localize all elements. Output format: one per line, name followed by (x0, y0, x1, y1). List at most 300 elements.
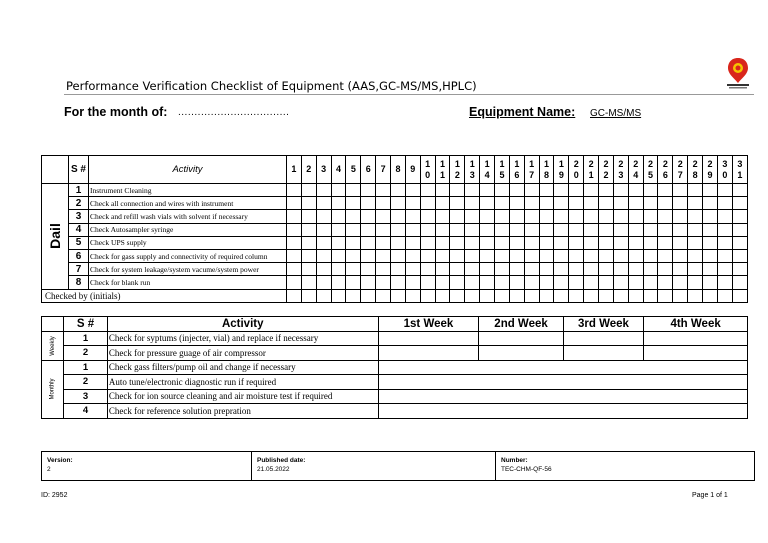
check-cell[interactable] (391, 263, 406, 276)
day-number: 1 4 (484, 158, 490, 180)
check-cell[interactable] (554, 249, 569, 262)
check-cell[interactable] (643, 223, 658, 236)
check-cell[interactable] (450, 276, 465, 289)
check-cell[interactable] (599, 236, 614, 249)
initials-cell[interactable] (569, 289, 584, 302)
check-cell[interactable] (331, 210, 346, 223)
month-check-cell[interactable] (378, 360, 747, 375)
check-cell[interactable] (420, 184, 435, 197)
check-cell[interactable] (717, 249, 732, 262)
month-check-cell[interactable] (378, 375, 747, 390)
check-cell[interactable] (376, 223, 391, 236)
check-cell[interactable] (435, 210, 450, 223)
check-cell[interactable] (628, 210, 643, 223)
week-check-cell[interactable] (378, 331, 479, 346)
initials-cell[interactable] (420, 289, 435, 302)
check-cell[interactable] (450, 197, 465, 210)
check-cell[interactable] (688, 249, 703, 262)
check-cell[interactable] (405, 197, 420, 210)
check-cell[interactable] (539, 249, 554, 262)
check-cell[interactable] (405, 263, 420, 276)
week-check-cell[interactable] (563, 346, 643, 361)
check-cell[interactable] (703, 249, 718, 262)
check-cell[interactable] (287, 276, 302, 289)
initials-cell[interactable] (524, 289, 539, 302)
check-cell[interactable] (688, 263, 703, 276)
check-cell[interactable] (465, 184, 480, 197)
check-cell[interactable] (658, 236, 673, 249)
check-cell[interactable] (301, 236, 316, 249)
check-cell[interactable] (539, 184, 554, 197)
check-cell[interactable] (435, 263, 450, 276)
check-cell[interactable] (539, 223, 554, 236)
check-cell[interactable] (420, 223, 435, 236)
check-cell[interactable] (405, 184, 420, 197)
check-cell[interactable] (688, 223, 703, 236)
check-cell[interactable] (613, 276, 628, 289)
week-check-cell[interactable] (644, 331, 748, 346)
check-cell[interactable] (495, 249, 510, 262)
check-cell[interactable] (495, 184, 510, 197)
check-cell[interactable] (420, 236, 435, 249)
week-check-cell[interactable] (479, 331, 563, 346)
check-cell[interactable] (346, 197, 361, 210)
check-cell[interactable] (450, 223, 465, 236)
check-cell[interactable] (673, 184, 688, 197)
check-cell[interactable] (703, 263, 718, 276)
initials-cell[interactable] (717, 289, 732, 302)
check-cell[interactable] (628, 263, 643, 276)
check-cell[interactable] (495, 210, 510, 223)
initials-cell[interactable] (495, 289, 510, 302)
check-cell[interactable] (346, 184, 361, 197)
check-cell[interactable] (346, 263, 361, 276)
check-cell[interactable] (465, 263, 480, 276)
initials-cell[interactable] (599, 289, 614, 302)
check-cell[interactable] (717, 184, 732, 197)
check-cell[interactable] (524, 197, 539, 210)
check-cell[interactable] (717, 223, 732, 236)
check-cell[interactable] (524, 263, 539, 276)
check-cell[interactable] (435, 184, 450, 197)
initials-cell[interactable] (287, 289, 302, 302)
check-cell[interactable] (361, 210, 376, 223)
check-cell[interactable] (420, 263, 435, 276)
check-cell[interactable] (480, 223, 495, 236)
check-cell[interactable] (613, 263, 628, 276)
initials-cell[interactable] (450, 289, 465, 302)
check-cell[interactable] (717, 210, 732, 223)
check-cell[interactable] (376, 184, 391, 197)
check-cell[interactable] (554, 184, 569, 197)
check-cell[interactable] (643, 276, 658, 289)
check-cell[interactable] (287, 197, 302, 210)
check-cell[interactable] (658, 223, 673, 236)
initials-cell[interactable] (435, 289, 450, 302)
check-cell[interactable] (688, 210, 703, 223)
check-cell[interactable] (331, 249, 346, 262)
check-cell[interactable] (613, 184, 628, 197)
check-cell[interactable] (405, 249, 420, 262)
check-cell[interactable] (301, 184, 316, 197)
check-cell[interactable] (391, 249, 406, 262)
check-cell[interactable] (391, 223, 406, 236)
check-cell[interactable] (435, 197, 450, 210)
check-cell[interactable] (301, 197, 316, 210)
check-cell[interactable] (554, 276, 569, 289)
check-cell[interactable] (613, 249, 628, 262)
check-cell[interactable] (376, 236, 391, 249)
check-cell[interactable] (316, 210, 331, 223)
check-cell[interactable] (569, 210, 584, 223)
check-cell[interactable] (495, 223, 510, 236)
check-cell[interactable] (584, 236, 599, 249)
check-cell[interactable] (703, 223, 718, 236)
check-cell[interactable] (643, 210, 658, 223)
check-cell[interactable] (584, 249, 599, 262)
sn-header-label: S # (70, 164, 86, 175)
check-cell[interactable] (391, 236, 406, 249)
check-cell[interactable] (301, 276, 316, 289)
initials-cell[interactable] (331, 289, 346, 302)
check-cell[interactable] (346, 249, 361, 262)
check-cell[interactable] (599, 249, 614, 262)
initials-cell[interactable] (361, 289, 376, 302)
check-cell[interactable] (673, 223, 688, 236)
check-cell[interactable] (628, 236, 643, 249)
check-cell[interactable] (376, 210, 391, 223)
check-cell[interactable] (509, 184, 524, 197)
week-check-cell[interactable] (479, 346, 563, 361)
check-cell[interactable] (287, 236, 302, 249)
month-check-cell[interactable] (378, 404, 747, 419)
check-cell[interactable] (287, 210, 302, 223)
check-cell[interactable] (465, 210, 480, 223)
check-cell[interactable] (376, 197, 391, 210)
check-cell[interactable] (613, 197, 628, 210)
check-cell[interactable] (673, 276, 688, 289)
check-cell[interactable] (346, 223, 361, 236)
check-cell[interactable] (480, 197, 495, 210)
check-cell[interactable] (391, 210, 406, 223)
check-cell[interactable] (524, 223, 539, 236)
check-cell[interactable] (643, 263, 658, 276)
check-cell[interactable] (316, 184, 331, 197)
check-cell[interactable] (658, 184, 673, 197)
check-cell[interactable] (703, 210, 718, 223)
check-cell[interactable] (331, 223, 346, 236)
initials-cell[interactable] (643, 289, 658, 302)
check-cell[interactable] (495, 276, 510, 289)
check-cell[interactable] (599, 184, 614, 197)
check-cell[interactable] (584, 276, 599, 289)
check-cell[interactable] (391, 276, 406, 289)
check-cell[interactable] (465, 223, 480, 236)
check-cell[interactable] (509, 249, 524, 262)
check-cell[interactable] (509, 197, 524, 210)
initials-cell[interactable] (539, 289, 554, 302)
initials-cell[interactable] (673, 289, 688, 302)
check-cell[interactable] (628, 197, 643, 210)
check-cell[interactable] (688, 236, 703, 249)
initials-cell[interactable] (554, 289, 569, 302)
check-cell[interactable] (584, 210, 599, 223)
check-cell[interactable] (628, 276, 643, 289)
check-cell[interactable] (539, 236, 554, 249)
check-cell[interactable] (599, 210, 614, 223)
week-check-cell[interactable] (378, 346, 479, 361)
check-cell[interactable] (361, 276, 376, 289)
check-cell[interactable] (361, 223, 376, 236)
week-check-cell[interactable] (563, 331, 643, 346)
check-cell[interactable] (391, 184, 406, 197)
check-cell[interactable] (509, 276, 524, 289)
check-cell[interactable] (554, 210, 569, 223)
check-cell[interactable] (628, 184, 643, 197)
check-cell[interactable] (658, 210, 673, 223)
check-cell[interactable] (673, 236, 688, 249)
check-cell[interactable] (569, 197, 584, 210)
check-cell[interactable] (420, 249, 435, 262)
check-cell[interactable] (301, 223, 316, 236)
check-cell[interactable] (554, 197, 569, 210)
day-number: 1 3 (469, 158, 475, 180)
initials-cell[interactable] (346, 289, 361, 302)
initials-cell[interactable] (465, 289, 480, 302)
check-cell[interactable] (316, 263, 331, 276)
check-cell[interactable] (495, 263, 510, 276)
initials-cell[interactable] (688, 289, 703, 302)
check-cell[interactable] (703, 236, 718, 249)
check-cell[interactable] (584, 223, 599, 236)
check-cell[interactable] (703, 276, 718, 289)
check-cell[interactable] (435, 223, 450, 236)
check-cell[interactable] (435, 276, 450, 289)
check-cell[interactable] (331, 276, 346, 289)
check-cell[interactable] (732, 223, 747, 236)
check-cell[interactable] (450, 184, 465, 197)
check-cell[interactable] (509, 236, 524, 249)
check-cell[interactable] (569, 249, 584, 262)
check-cell[interactable] (732, 276, 747, 289)
check-cell[interactable] (569, 223, 584, 236)
check-cell[interactable] (376, 249, 391, 262)
check-cell[interactable] (509, 223, 524, 236)
check-cell[interactable] (420, 210, 435, 223)
initials-cell[interactable] (376, 289, 391, 302)
check-cell[interactable] (688, 197, 703, 210)
check-cell[interactable] (331, 236, 346, 249)
check-cell[interactable] (524, 276, 539, 289)
check-cell[interactable] (599, 197, 614, 210)
check-cell[interactable] (569, 263, 584, 276)
check-cell[interactable] (495, 236, 510, 249)
check-cell[interactable] (509, 263, 524, 276)
check-cell[interactable] (732, 197, 747, 210)
check-cell[interactable] (732, 184, 747, 197)
check-cell[interactable] (599, 263, 614, 276)
initials-cell[interactable] (628, 289, 643, 302)
initials-cell[interactable] (316, 289, 331, 302)
corner-cell (42, 156, 69, 184)
check-cell[interactable] (316, 236, 331, 249)
check-cell[interactable] (599, 223, 614, 236)
check-cell[interactable] (599, 276, 614, 289)
check-cell[interactable] (420, 197, 435, 210)
check-cell[interactable] (287, 223, 302, 236)
initials-cell[interactable] (703, 289, 718, 302)
check-cell[interactable] (316, 197, 331, 210)
initials-cell[interactable] (658, 289, 673, 302)
check-cell[interactable] (673, 249, 688, 262)
check-cell[interactable] (703, 184, 718, 197)
check-cell[interactable] (673, 263, 688, 276)
initials-cell[interactable] (301, 289, 316, 302)
check-cell[interactable] (509, 210, 524, 223)
check-cell[interactable] (643, 197, 658, 210)
initials-cell[interactable] (480, 289, 495, 302)
check-cell[interactable] (361, 249, 376, 262)
initials-cell[interactable] (613, 289, 628, 302)
check-cell[interactable] (554, 263, 569, 276)
check-cell[interactable] (658, 197, 673, 210)
initials-cell[interactable] (391, 289, 406, 302)
check-cell[interactable] (420, 276, 435, 289)
check-cell[interactable] (524, 184, 539, 197)
check-cell[interactable] (331, 263, 346, 276)
check-cell[interactable] (435, 249, 450, 262)
check-cell[interactable] (732, 263, 747, 276)
check-cell[interactable] (554, 236, 569, 249)
check-cell[interactable] (331, 197, 346, 210)
check-cell[interactable] (584, 263, 599, 276)
check-cell[interactable] (539, 263, 554, 276)
check-cell[interactable] (717, 236, 732, 249)
check-cell[interactable] (658, 263, 673, 276)
row-sn: 5 (69, 236, 89, 249)
check-cell[interactable] (480, 276, 495, 289)
check-cell[interactable] (628, 223, 643, 236)
check-cell[interactable] (717, 197, 732, 210)
check-cell[interactable] (524, 249, 539, 262)
check-cell[interactable] (405, 276, 420, 289)
check-cell[interactable] (539, 197, 554, 210)
check-cell[interactable] (569, 276, 584, 289)
check-cell[interactable] (643, 184, 658, 197)
check-cell[interactable] (539, 276, 554, 289)
check-cell[interactable] (465, 249, 480, 262)
check-cell[interactable] (316, 223, 331, 236)
check-cell[interactable] (480, 184, 495, 197)
check-cell[interactable] (495, 197, 510, 210)
check-cell[interactable] (628, 249, 643, 262)
week-check-cell[interactable] (644, 346, 748, 361)
check-cell[interactable] (405, 210, 420, 223)
row-sn: 1 (64, 360, 108, 375)
initials-cell[interactable] (509, 289, 524, 302)
check-cell[interactable] (450, 236, 465, 249)
check-cell[interactable] (732, 249, 747, 262)
check-cell[interactable] (405, 236, 420, 249)
check-cell[interactable] (405, 223, 420, 236)
check-cell[interactable] (480, 249, 495, 262)
initials-cell[interactable] (732, 289, 747, 302)
check-cell[interactable] (376, 263, 391, 276)
check-cell[interactable] (346, 276, 361, 289)
check-cell[interactable] (361, 197, 376, 210)
check-cell[interactable] (524, 210, 539, 223)
check-cell[interactable] (361, 236, 376, 249)
month-check-cell[interactable] (378, 389, 747, 404)
check-cell[interactable] (480, 236, 495, 249)
check-cell[interactable] (480, 210, 495, 223)
check-cell[interactable] (331, 184, 346, 197)
check-cell[interactable] (524, 236, 539, 249)
check-cell[interactable] (346, 236, 361, 249)
check-cell[interactable] (391, 197, 406, 210)
check-cell[interactable] (435, 236, 450, 249)
month-field[interactable]: .................................. (178, 107, 290, 118)
check-cell[interactable] (643, 249, 658, 262)
check-cell[interactable] (554, 223, 569, 236)
check-cell[interactable] (673, 210, 688, 223)
check-cell[interactable] (569, 184, 584, 197)
check-cell[interactable] (613, 210, 628, 223)
check-cell[interactable] (316, 276, 331, 289)
check-cell[interactable] (658, 249, 673, 262)
day-header-1 (287, 156, 302, 184)
check-cell[interactable] (732, 236, 747, 249)
check-cell[interactable] (301, 249, 316, 262)
check-cell[interactable] (450, 263, 465, 276)
day-number: 2 7 (677, 158, 683, 180)
check-cell[interactable] (673, 197, 688, 210)
check-cell[interactable] (584, 197, 599, 210)
check-cell[interactable] (361, 263, 376, 276)
check-cell[interactable] (287, 263, 302, 276)
check-cell[interactable] (287, 249, 302, 262)
check-cell[interactable] (688, 184, 703, 197)
check-cell[interactable] (539, 210, 554, 223)
check-cell[interactable] (301, 263, 316, 276)
check-cell[interactable] (569, 236, 584, 249)
check-cell[interactable] (732, 210, 747, 223)
check-cell[interactable] (658, 276, 673, 289)
check-cell[interactable] (361, 184, 376, 197)
initials-cell[interactable] (405, 289, 420, 302)
check-cell[interactable] (688, 276, 703, 289)
initials-cell[interactable] (584, 289, 599, 302)
check-cell[interactable] (643, 236, 658, 249)
check-cell[interactable] (465, 197, 480, 210)
check-cell[interactable] (301, 210, 316, 223)
check-cell[interactable] (287, 184, 302, 197)
check-cell[interactable] (717, 276, 732, 289)
check-cell[interactable] (584, 184, 599, 197)
check-cell[interactable] (465, 236, 480, 249)
check-cell[interactable] (480, 263, 495, 276)
check-cell[interactable] (703, 197, 718, 210)
check-cell[interactable] (450, 210, 465, 223)
check-cell[interactable] (376, 276, 391, 289)
check-cell[interactable] (346, 210, 361, 223)
check-cell[interactable] (316, 249, 331, 262)
check-cell[interactable] (613, 223, 628, 236)
check-cell[interactable] (613, 236, 628, 249)
check-cell[interactable] (450, 249, 465, 262)
check-cell[interactable] (465, 276, 480, 289)
check-cell[interactable] (717, 263, 732, 276)
